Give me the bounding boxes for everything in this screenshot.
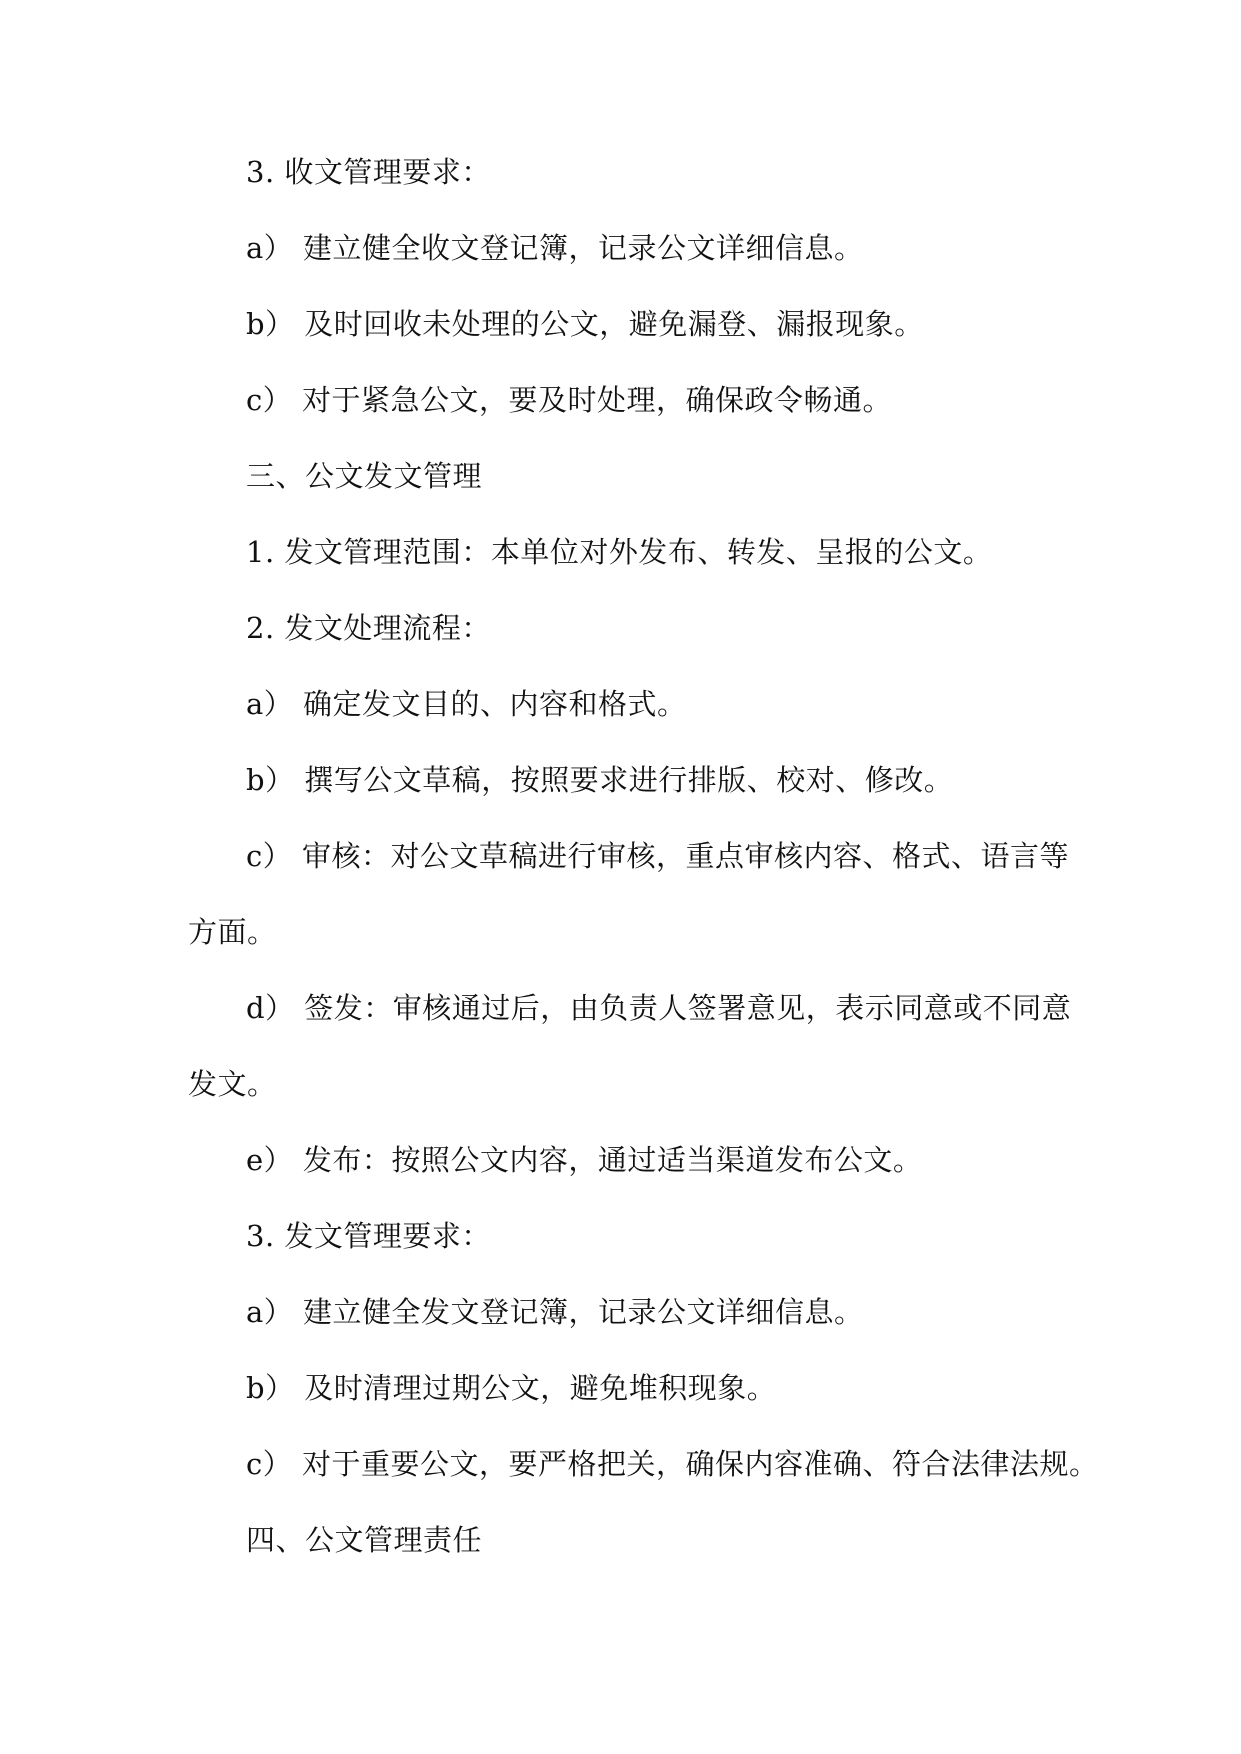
paragraph-line: b） 及时清理过期公文，避免堆积现象。	[246, 1371, 777, 1405]
paragraph-line: c） 对于紧急公文，要及时处理，确保政令畅通。	[246, 383, 892, 417]
section-heading: 三、公文发文管理	[246, 459, 483, 493]
paragraph-line: 方面。	[188, 915, 277, 949]
paragraph-line: a） 确定发文目的、内容和格式。	[246, 687, 687, 721]
section-heading: 3. 发文管理要求：	[246, 1219, 491, 1253]
paragraph-line: 发文。	[188, 1067, 277, 1101]
paragraph-line: d） 签发：审核通过后，由负责人签署意见，表示同意或不同意	[246, 991, 1072, 1025]
paragraph-line: b） 撰写公文草稿，按照要求进行排版、校对、修改。	[246, 763, 954, 797]
paragraph-line: a） 建立健全收文登记簿，记录公文详细信息。	[246, 231, 864, 265]
paragraph-line: b） 及时回收未处理的公文，避免漏登、漏报现象。	[246, 307, 924, 341]
section-heading: 2. 发文处理流程：	[246, 611, 491, 645]
paragraph-line: a） 建立健全发文登记簿，记录公文详细信息。	[246, 1295, 864, 1329]
section-heading: 四、公文管理责任	[246, 1523, 483, 1557]
section-heading: 3. 收文管理要求：	[246, 155, 491, 189]
paragraph-line: 1. 发文管理范围：本单位对外发布、转发、呈报的公文。	[246, 535, 993, 569]
paragraph-line: c） 对于重要公文，要严格把关，确保内容准确、符合法律法规。	[246, 1447, 1099, 1481]
paragraph-line: e） 发布：按照公文内容，通过适当渠道发布公文。	[246, 1143, 923, 1177]
paragraph-line: c） 审核：对公文草稿进行审核，重点审核内容、格式、语言等	[246, 839, 1069, 873]
